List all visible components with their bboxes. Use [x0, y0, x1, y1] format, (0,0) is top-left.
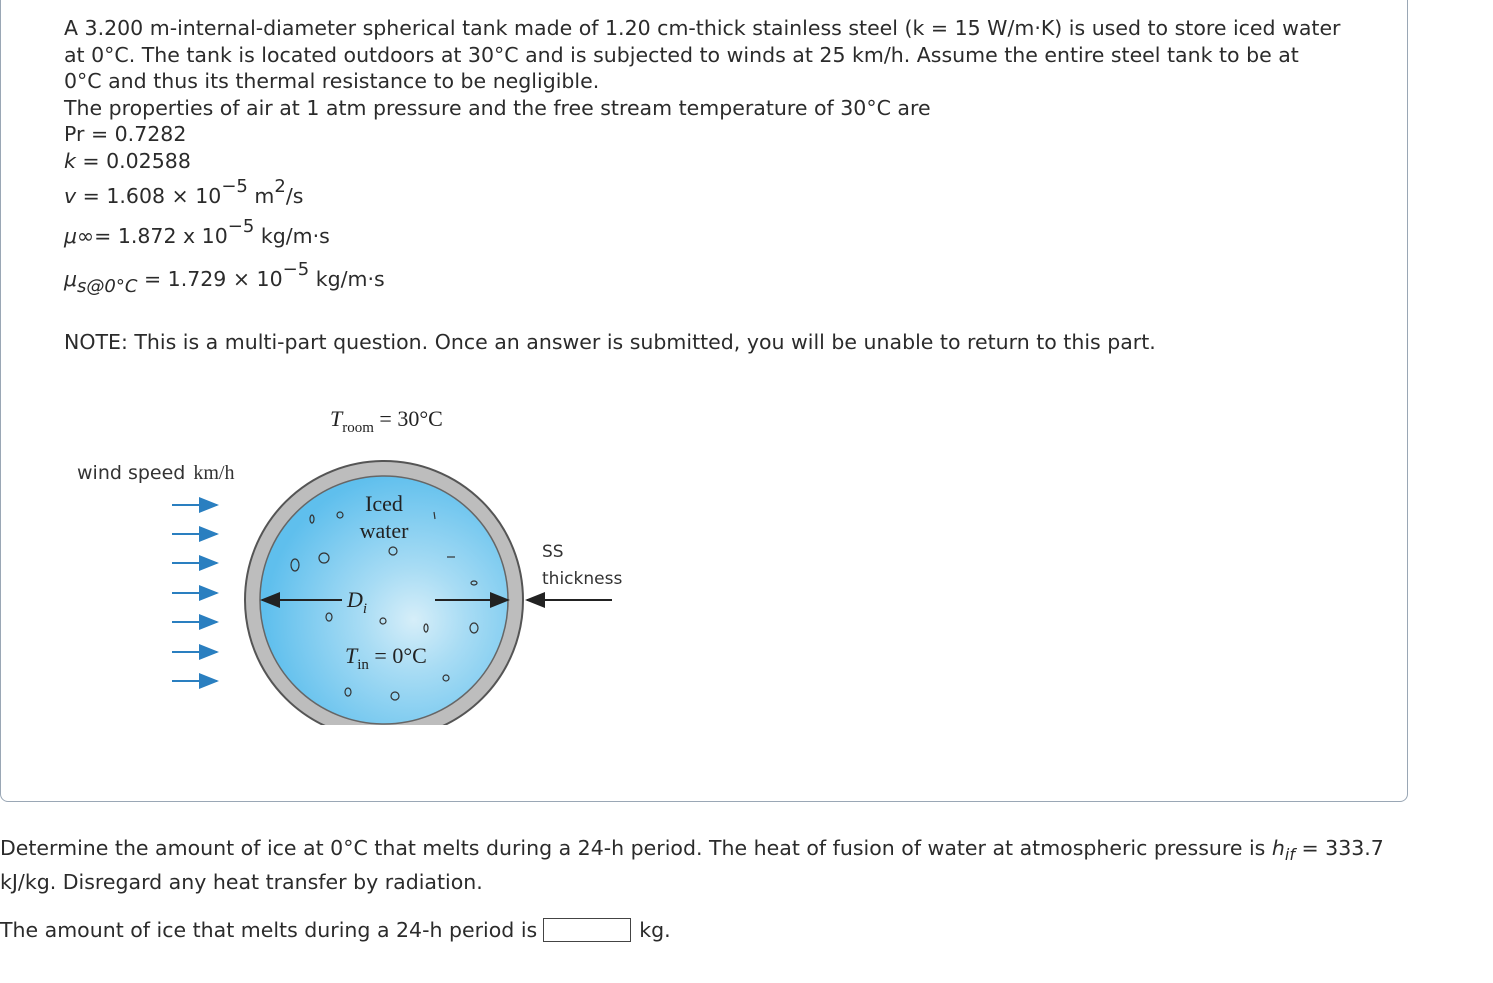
- di-D: D: [347, 587, 363, 612]
- mu-inf-value: = 1.872 x 10: [94, 224, 228, 248]
- troom-label: [330, 406, 443, 436]
- tin-sub: in: [357, 657, 369, 673]
- mu-inf-unit: kg/m·s: [254, 224, 330, 248]
- question-part-2: = 333.7 kJ/kg. Disregard any heat transfer by radiation.: [0, 836, 1384, 894]
- problem-statement: [64, 15, 1341, 175]
- mu-s-value: = 1.729 × 10: [137, 267, 283, 291]
- tank-figure: [60, 395, 680, 725]
- wind-arrows: [172, 505, 217, 681]
- ss-label: SS: [542, 542, 564, 562]
- wind-unit: km/h: [193, 462, 235, 484]
- nu-symbol: v: [64, 184, 77, 208]
- wind-speed-text: wind speed: [77, 462, 186, 484]
- troom-value: = 30°C: [373, 406, 443, 431]
- prandtl-number: Pr = 0.7282: [64, 122, 187, 147]
- di-sub: i: [362, 601, 368, 617]
- troom-sub: room: [342, 420, 374, 436]
- mu-inf-exponent: −5: [227, 216, 255, 238]
- mu-inf-symbol: μ∞: [64, 224, 95, 248]
- mu-s-unit: kg/m·s: [309, 267, 385, 291]
- dynamic-viscosity-inf: [64, 216, 330, 248]
- problem-line-1: A 3.200 m-internal-diameter spherical tank made of 1.20 cm-thick stainless steel (k = 15 W/m·K) is used to store iced water: [64, 16, 1341, 40]
- tin-value: = 0°C: [368, 643, 427, 668]
- tin-T: T: [345, 643, 358, 668]
- nu-unit-exponent: 2: [274, 176, 286, 198]
- conductivity: [64, 148, 1341, 175]
- problem-line-2: at 0°C. The tank is located outdoors at 30°C and is subjected to winds at 25 km/h. Assume the entire steel tank to be at: [64, 42, 1299, 67]
- problem-line-3: 0°C and thus its thermal resistance to be negligible.: [64, 69, 600, 94]
- nu-value: = 1.608 × 10: [76, 184, 222, 208]
- hif-symbol: h: [1271, 836, 1285, 860]
- wind-label: [77, 462, 234, 484]
- multi-part-note: NOTE: This is a multi-part question. Once an answer is submitted, you will be unable to return to this part.: [64, 330, 1156, 354]
- answer-row: [0, 918, 671, 942]
- answer-prefix: The amount of ice that melts during a 24-h period is: [0, 918, 538, 942]
- thickness-label: thickness: [542, 569, 623, 589]
- k-symbol: k: [64, 148, 76, 173]
- troom-T: T: [330, 406, 343, 431]
- hif-subscript: if: [1284, 845, 1295, 864]
- nu-exponent: −5: [221, 176, 248, 198]
- question-text: [0, 832, 1400, 899]
- mu-s-exponent: −5: [282, 259, 310, 281]
- k-value: = 0.02588: [75, 148, 191, 173]
- answer-unit: kg.: [639, 918, 671, 942]
- nu-unit-tail: /s: [285, 184, 304, 208]
- question-part-1: Determine the amount of ice at 0°C that melts during a 24-h period. The heat of fusion of water at atmospheric pressure is: [0, 836, 1272, 860]
- mu-s-subscript: s@0°C: [77, 276, 138, 297]
- ice-mass-input[interactable]: [543, 918, 631, 942]
- kinematic-viscosity: [64, 176, 304, 208]
- mu-s-symbol: μ: [64, 267, 78, 291]
- nu-unit: m: [247, 184, 275, 208]
- water-label: water: [359, 518, 409, 543]
- dynamic-viscosity-surface: [64, 259, 385, 297]
- problem-line-4: The properties of air at 1 atm pressure and the free stream temperature of 30°C are: [64, 95, 931, 120]
- iced-label: Iced: [365, 491, 403, 516]
